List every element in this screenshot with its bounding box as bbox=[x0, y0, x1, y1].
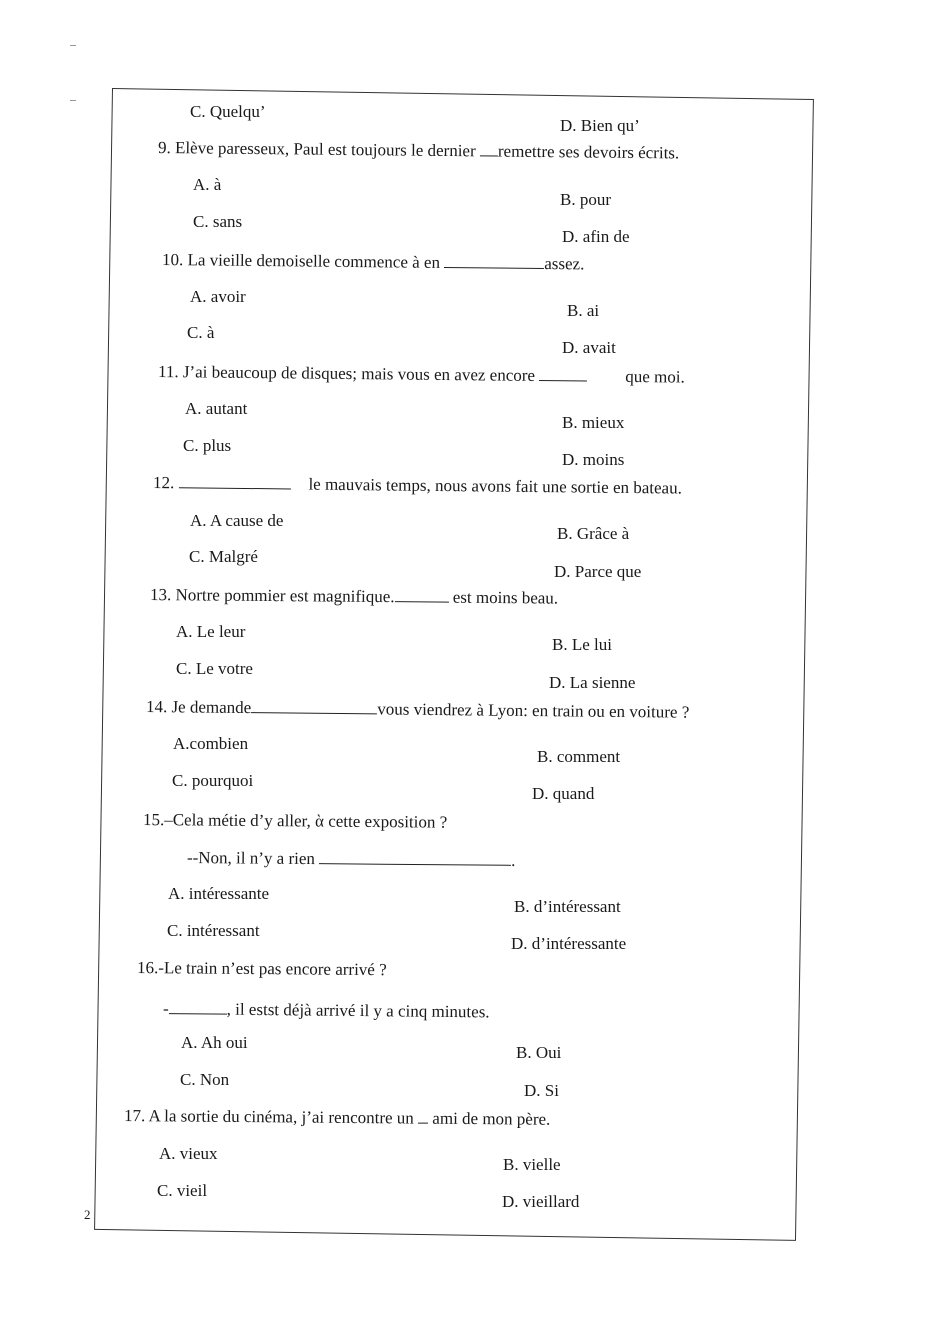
question-13: 13. Nortre pommier est magnifique. est moins beau. bbox=[149, 585, 559, 608]
question-16-line2: - , il estst déjà arrivé il y a cinq minutes. bbox=[162, 999, 490, 1022]
option-c: C. intéressant bbox=[167, 921, 260, 940]
option-d: D. avait bbox=[562, 338, 616, 357]
option-a: A. A cause de bbox=[190, 511, 284, 530]
option-b: B. d’intéressant bbox=[514, 897, 621, 916]
option-b: B. pour bbox=[560, 190, 611, 209]
option-d: D. Parce que bbox=[554, 562, 642, 581]
option-c: C. Malgré bbox=[189, 547, 258, 566]
option-d: D. d’intéressante bbox=[511, 934, 627, 953]
option-d: D. moins bbox=[562, 450, 625, 469]
option-b: B. vielle bbox=[503, 1155, 561, 1174]
answer-blank[interactable] bbox=[480, 141, 498, 156]
option-c: C. vieil bbox=[157, 1181, 208, 1200]
answer-blank[interactable] bbox=[418, 1109, 428, 1124]
question-15-line2: --Non, il n’y a rien . bbox=[186, 848, 516, 870]
option-b: B. Grâce à bbox=[557, 524, 630, 543]
option-a: A. Ah oui bbox=[181, 1033, 248, 1052]
option-d: D. quand bbox=[532, 784, 595, 803]
answer-blank[interactable] bbox=[319, 849, 511, 866]
answer-blank[interactable] bbox=[539, 366, 587, 382]
question-9: 9. Elève paresseux, Paul est toujours le dernier remettre ses devoirs écrits. bbox=[157, 138, 680, 163]
option-b: B. mieux bbox=[562, 413, 625, 432]
option-b: B. ai bbox=[567, 301, 600, 320]
option-b: B. comment bbox=[537, 747, 621, 766]
answer-blank[interactable] bbox=[444, 253, 544, 269]
margin-mark bbox=[70, 45, 76, 46]
option-d: D. vieillard bbox=[502, 1192, 580, 1211]
question-12: 12. le mauvais temps, nous avons fait une sortie en bateau. bbox=[152, 473, 683, 498]
option-a: A. avoir bbox=[190, 287, 246, 306]
option-c: C. Le votre bbox=[176, 659, 253, 678]
option-d: D. La sienne bbox=[549, 673, 636, 692]
option-a: A. à bbox=[193, 175, 222, 194]
option-b: B. Le lui bbox=[552, 635, 612, 654]
option-c: C. pourquoi bbox=[172, 771, 254, 790]
option-c: C. plus bbox=[183, 436, 232, 455]
question-15: 15.–Cela métie d’y aller, ὰ cette exposition ? bbox=[142, 810, 448, 832]
option-a: A. Le leur bbox=[176, 622, 246, 641]
option-a: A. intéressante bbox=[168, 884, 270, 903]
option-d: D. Bien qu’ bbox=[560, 116, 640, 135]
answer-blank[interactable] bbox=[251, 698, 377, 714]
page-number: 2 bbox=[84, 1207, 91, 1222]
answer-blank[interactable] bbox=[395, 587, 449, 602]
option-a: A. autant bbox=[185, 399, 248, 418]
option-d: D. afin de bbox=[562, 227, 630, 246]
answer-blank[interactable] bbox=[178, 473, 290, 489]
option-a: A. vieux bbox=[159, 1144, 218, 1163]
option-a: A.combien bbox=[173, 734, 249, 753]
option-c: C. Quelqu’ bbox=[190, 102, 266, 121]
option-c: C. Non bbox=[180, 1070, 230, 1089]
question-17: 17. A la sortie du cinéma, j’ai rencontre un ami de mon père. bbox=[123, 1106, 551, 1129]
option-c: C. à bbox=[187, 323, 215, 342]
question-14: 14. Je demande vous viendrez à Lyon: en train ou en voiture ? bbox=[145, 697, 690, 722]
question-11: 11. J’ai beaucoup de disques; mais vous en avez encore que moi. bbox=[157, 362, 685, 387]
question-16: 16.-Le train n’est pas encore arrivé ? bbox=[136, 958, 387, 980]
option-c: C. sans bbox=[193, 212, 243, 231]
answer-blank[interactable] bbox=[169, 999, 227, 1015]
option-d: D. Si bbox=[524, 1081, 559, 1100]
option-b: B. Oui bbox=[516, 1043, 562, 1062]
question-10: 10. La vieille demoiselle commence à en assez. bbox=[161, 250, 585, 274]
margin-mark bbox=[70, 100, 76, 101]
